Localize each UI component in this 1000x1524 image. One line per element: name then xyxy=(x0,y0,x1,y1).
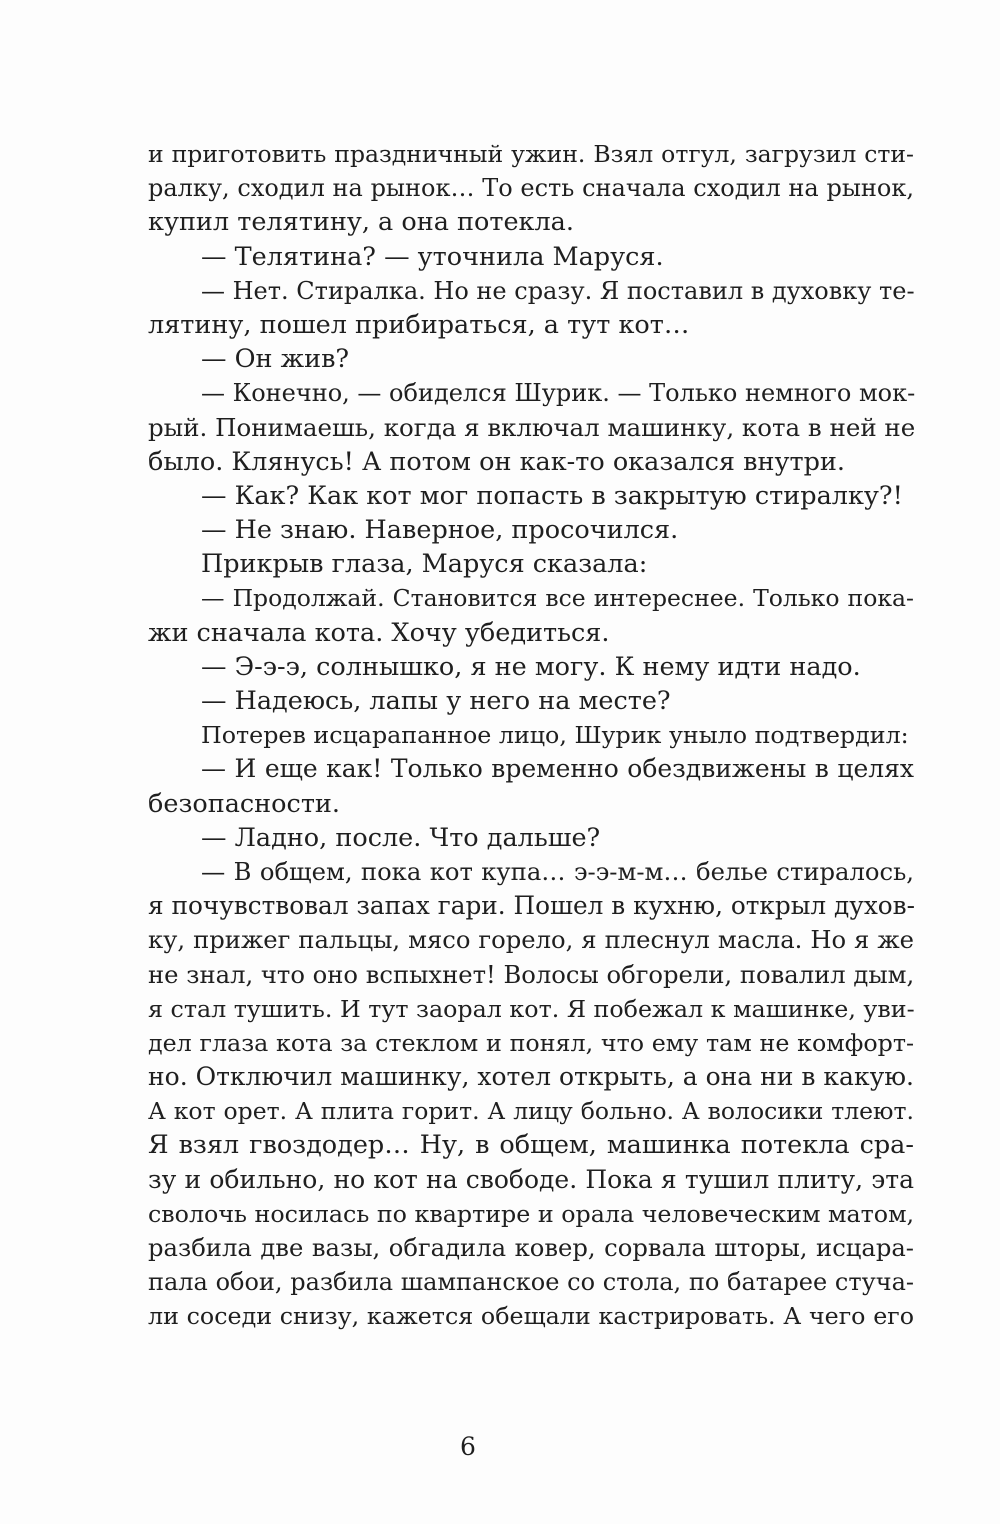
text-line: — Не знаю. Наверное, просочился. xyxy=(201,515,679,546)
text-line: — Э-э-э, солнышко, я не могу. К нему идти надо. xyxy=(201,651,861,682)
text-line: ли соседи снизу, кажется обещали кастрировать. А чего его xyxy=(148,1302,914,1331)
text-line: жи сначала кота. Хочу убедиться. xyxy=(148,617,610,648)
text-line: я почувствовал запах гари. Пошел в кухню, открыл духов- xyxy=(148,891,915,921)
text-line: Я взял гвоздодер… Ну, в общем, машинка потекла сра- xyxy=(148,1130,914,1161)
page-body-text xyxy=(148,137,914,1334)
text-line: — Он жив? xyxy=(201,344,350,375)
text-line: рый. Понимаешь, когда я включал машинку, кота в ней не xyxy=(148,412,916,442)
text-line: ралку, сходил на рынок… То есть сначала сходил на рынок, xyxy=(148,174,914,203)
text-line: ку, прижег пальцы, мясо горело, я плеснул масла. Но я же xyxy=(148,925,914,955)
text-line: но. Отключил машинку, хотел открыть, а она ни в какую. xyxy=(148,1062,915,1092)
text-line: — Как? Как кот мог попасть в закрытую стиралку?! xyxy=(201,480,903,511)
text-line: было. Клянусь! А потом он как-то оказался внутри. xyxy=(148,446,845,477)
text-line: — Нет. Стиралка. Но не сразу. Я поставил в духовку те- xyxy=(201,276,915,305)
text-line: А кот орет. А плита горит. А лицу больно. А волосики тлеют. xyxy=(148,1097,914,1126)
text-line: — Продолжай. Становится все интереснее. Только пока- xyxy=(201,584,914,613)
text-line: — Конечно, — обиделся Шурик. — Только немного мок- xyxy=(201,379,916,408)
text-line: сволочь носилась по квартире и орала человеческим матом, xyxy=(148,1199,915,1228)
text-line: дел глаза кота за стеклом и понял, что ему там не комфорт- xyxy=(148,1028,914,1057)
text-line: не знал, что оно вспыхнет! Волосы обгорели, повалил дым, xyxy=(148,959,915,989)
text-line: — Ладно, после. Что дальше? xyxy=(201,822,601,853)
text-line: и приготовить праздничный ужин. Взял отгул, загрузил сти- xyxy=(148,140,914,168)
text-line: пала обои, разбила шампанское со стола, по батарее стуча- xyxy=(148,1268,914,1297)
text-line: зу и обильно, но кот на свободе. Пока я тушил плиту, эта xyxy=(148,1164,914,1194)
text-line: — В общем, пока кот купа… э-э-м-м… белье стиралось, xyxy=(201,856,914,886)
text-line: Потерев исцарапанное лицо, Шурик уныло подтвердил: xyxy=(201,721,909,750)
text-line: я стал тушить. И тут заорал кот. Я побежал к машинке, уви- xyxy=(148,994,915,1023)
text-line: — И еще как! Только временно обездвижены в целях xyxy=(201,754,914,784)
text-line: разбила две вазы, обгадила ковер, сорвала шторы, исцара- xyxy=(148,1233,914,1262)
text-line: лятину, пошел прибираться, а тут кот… xyxy=(148,309,690,340)
text-line: — Телятина? — уточнила Маруся. xyxy=(201,241,664,272)
text-line: Прикрыв глаза, Маруся сказала: xyxy=(201,549,648,580)
text-line: купил телятину, а она потекла. xyxy=(148,207,574,238)
page-number: 6 xyxy=(460,1432,476,1461)
text-line: безопасности. xyxy=(148,788,341,819)
text-line: — Надеюсь, лапы у него на месте? xyxy=(201,686,671,716)
